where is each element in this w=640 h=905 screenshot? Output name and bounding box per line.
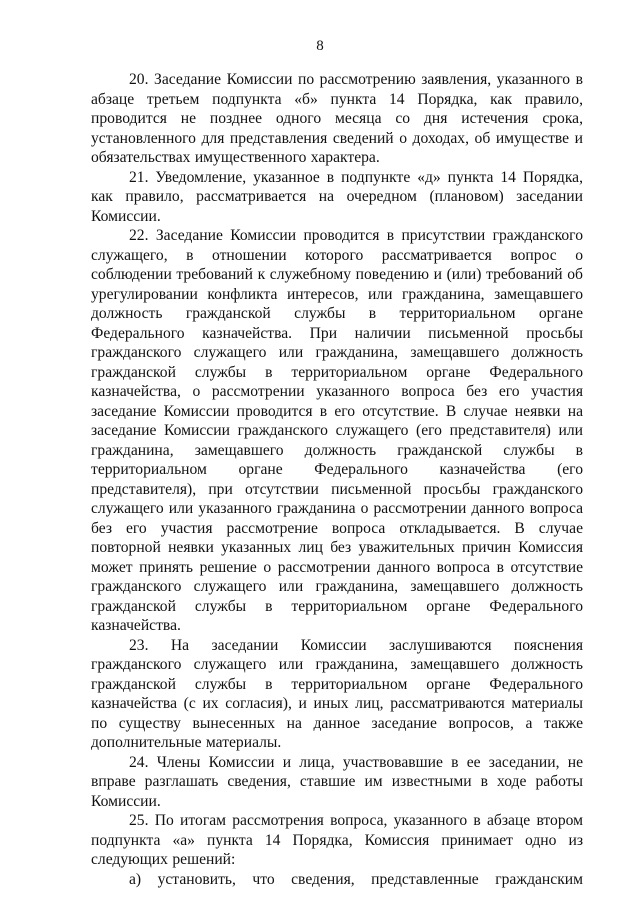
document-body (91, 70, 583, 889)
paragraph-25: 25. По итогам рассмотрения вопроса, указанного в абзаце втором подпункта «а» пункта 14 Порядка, Комиссия принимает одно из следующих решений: (91, 812, 583, 868)
paragraph-25-item-a: а) установить, что сведения, представленные гражданским (129, 870, 583, 888)
paragraph-24: 24. Члены Комиссии и лица, участвовавшие в ее заседании, не вправе разглашать сведения, ставшие им известными в ходе работы Комиссии. (91, 753, 583, 810)
paragraph-22: 22. Заседание Комиссии проводится в присутствии гражданского служащего, в отношении которого рассматривается вопрос о соблюдении требований к служебному поведению и (или) требований об урегулировании конфликта интересов, или гражданина, замещавшего должность гражданской службы в территориальном органе Федерального казначейства. При наличии письменной просьбы гражданского служащего или гражданина, замещавшего должность гражданской службы в территориальном органе Федерального казначейства, о рассмотрении указанного вопроса без его участия заседание Комиссии проводится в его отсутствие. В случае неявки на заседание Комиссии гражданского служащего (его представителя) или гражданина, замещавшего должность гражданской службы в территориальном органе Федерального казначейства (его представителя), при отсутствии письменной просьбы гражданского служащего или указанного гражданина о рассмотрении данного вопроса без его участия рассмотрение вопроса откладывается. В случае повторной неявки указанных лиц без уважительных причин Комиссия может принять решение о рассмотрении данного вопроса в отсутствие гражданского служащего или гражданина, замещавшего должность гражданской службы в территориальном органе Федерального казначейства. (91, 227, 583, 634)
page-number: 8 (316, 38, 324, 54)
paragraph-20: 20. Заседание Комиссии по рассмотрению заявления, указанного в абзаце третьем подпункта «б» пункта 14 Порядка, как правило, проводится не позднее одного месяца со дня истечения срока, установленного для представления сведений о доходах, об имуществе и обязательствах имущественного характера. (91, 71, 583, 166)
paragraph-21: 21. Уведомление, указанное в подпункте «д» пункта 14 Порядка, как правило, рассматривается на очередном (плановом) заседании Комиссии. (91, 168, 583, 225)
paragraph-23: 23. На заседании Комиссии заслушиваются пояснения гражданского служащего или гражданина, замещавшего должность гражданской службы в территориальном органе Федерального казначейства (с их согласия), и иных лиц, рассматриваются материалы по существу вынесенных на данное заседание вопросов, а также дополнительные материалы. (91, 636, 583, 751)
